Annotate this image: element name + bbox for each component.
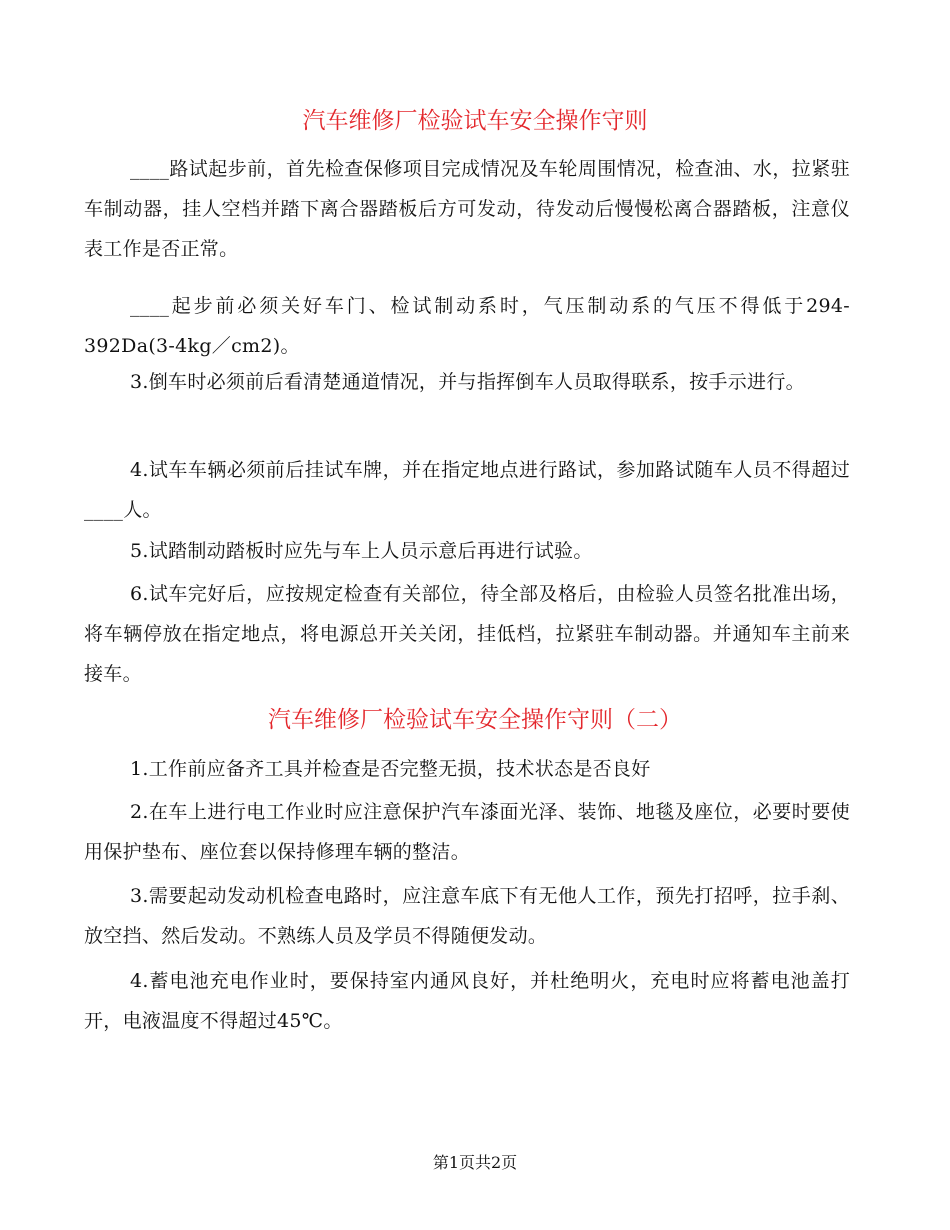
- page-number-footer: 第1页共2页: [432, 1153, 518, 1172]
- section-1-paragraph-5: 5.试踏制动踏板时应先与车上人员示意后再进行试验。: [130, 540, 593, 562]
- section-1-title: 汽车维修厂检验试车安全操作守则: [302, 108, 648, 134]
- section-1-paragraph-3: 3.倒车时必须前后看清楚通道情况，并与指挥倒车人员取得联系，按手示进行。: [130, 371, 805, 393]
- section-2-title: 汽车维修厂检验试车安全操作守则（二）: [268, 707, 682, 733]
- section-1-paragraph-1: ____路试起步前，首先检查保修项目完成情况及车轮周围情况，检查油、水，拉紧驻车制动器，挂人空档并踏下离合器踏板后方可发动，待发动后慢慢松离合器踏板，注意仪表工作是否正常。: [84, 158, 850, 260]
- section-2-paragraph-1: 1.工作前应备齐工具并检查是否完整无损，技术状态是否良好: [130, 758, 651, 780]
- section-2-paragraph-3: 3.需要起动发动机检查电路时，应注意车底下有无他人工作，预先打招呼，拉手刹、放空挡、然后发动。不熟练人员及学员不得随便发动。: [84, 885, 850, 947]
- section-2-paragraph-4: 4.蓄电池充电作业时，要保持室内通风良好，并杜绝明火，充电时应将蓄电池盖打开，电液温度不得超过45℃。: [84, 970, 850, 1032]
- section-1-paragraph-2: ____起步前必须关好车门、检试制动系时，气压制动系的气压不得低于294-392Da(3-4kg／cm2)。: [84, 295, 850, 357]
- section-1-paragraph-6: 6.试车完好后，应按规定检查有关部位，待全部及格后，由检验人员签名批准出场，将车辆停放在指定地点，将电源总开关关闭，挂低档，拉紧驻车制动器。并通知车主前来接车。: [84, 583, 850, 685]
- section-1-paragraph-4: 4.试车车辆必须前后挂试车牌，并在指定地点进行路试，参加路试随车人员不得超过____人。: [84, 459, 850, 521]
- section-2-paragraph-2: 2.在车上进行电工作业时应注意保护汽车漆面光泽、装饰、地毯及座位，必要时要使用保护垫布、座位套以保持修理车辆的整洁。: [84, 801, 850, 863]
